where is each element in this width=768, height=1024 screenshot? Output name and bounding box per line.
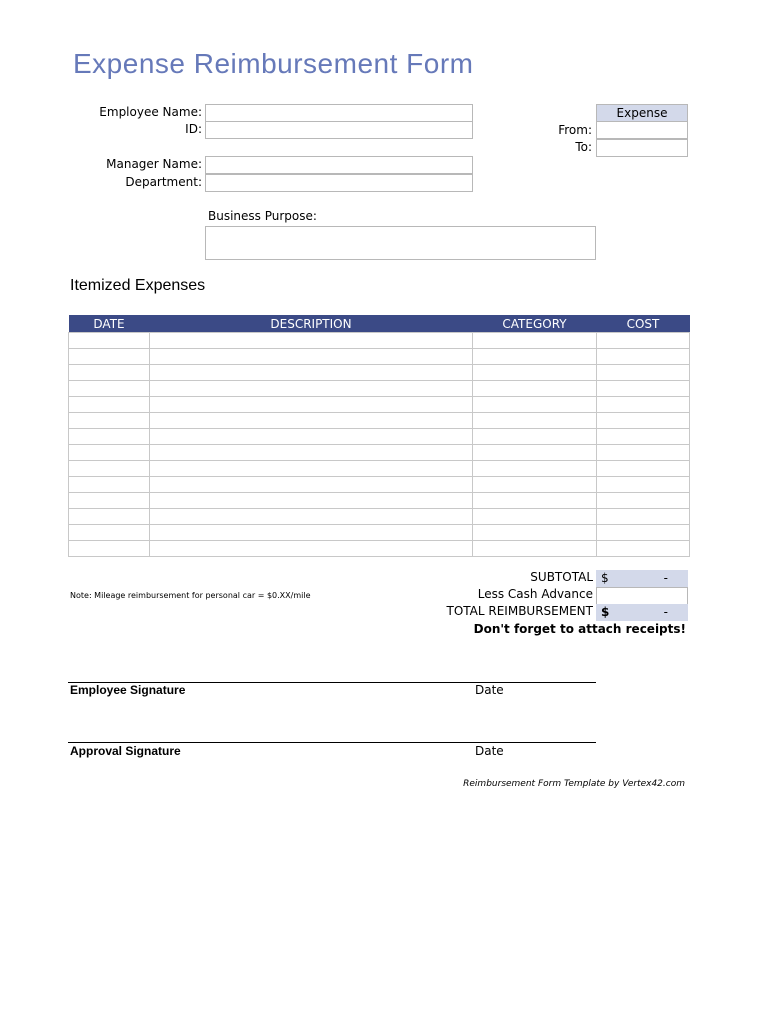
less-cash-advance-field[interactable]: [596, 587, 688, 605]
total-currency: $: [601, 605, 610, 619]
date-cell[interactable]: [69, 429, 150, 445]
id-field[interactable]: [205, 121, 473, 139]
table-row: [69, 477, 690, 493]
receipts-reminder: Don't forget to attach receipts!: [473, 622, 686, 636]
from-label: From:: [558, 123, 592, 137]
expense-period-header: Expense: [596, 104, 688, 122]
category-cell[interactable]: [473, 461, 597, 477]
description-cell[interactable]: [150, 413, 473, 429]
description-cell[interactable]: [150, 445, 473, 461]
cost-cell[interactable]: [597, 461, 690, 477]
expenses-table: [68, 315, 690, 557]
table-row: [69, 541, 690, 557]
category-cell[interactable]: [473, 445, 597, 461]
category-cell[interactable]: [473, 413, 597, 429]
total-reimbursement-label: TOTAL REIMBURSEMENT: [446, 604, 593, 618]
category-cell[interactable]: [473, 541, 597, 557]
date-cell[interactable]: [69, 381, 150, 397]
category-cell[interactable]: [473, 525, 597, 541]
subtotal-currency: $: [601, 571, 609, 585]
subtotal-cell: [596, 570, 688, 587]
mileage-note: Note: Mileage reimbursement for personal car = $0.XX/mile: [70, 591, 311, 600]
table-row: [69, 445, 690, 461]
table-row: [69, 349, 690, 365]
cost-cell[interactable]: [597, 333, 690, 349]
table-row: [69, 365, 690, 381]
table-header-row: [69, 315, 690, 333]
category-cell[interactable]: [473, 493, 597, 509]
cost-cell[interactable]: [597, 381, 690, 397]
description-cell[interactable]: [150, 365, 473, 381]
category-cell[interactable]: [473, 509, 597, 525]
department-field[interactable]: [205, 174, 473, 192]
description-cell[interactable]: [150, 477, 473, 493]
description-cell[interactable]: [150, 333, 473, 349]
id-label: ID:: [185, 122, 202, 136]
subtotal-label: SUBTOTAL: [530, 570, 593, 584]
column-header-cost: COST: [597, 315, 690, 333]
cost-cell[interactable]: [597, 509, 690, 525]
table-row: [69, 461, 690, 477]
date-cell[interactable]: [69, 525, 150, 541]
category-cell[interactable]: [473, 365, 597, 381]
description-cell[interactable]: [150, 429, 473, 445]
total-value: -: [663, 605, 668, 619]
description-cell[interactable]: [150, 349, 473, 365]
cost-cell[interactable]: [597, 445, 690, 461]
to-date-field[interactable]: [596, 139, 688, 157]
employee-signature-label: Employee Signature: [70, 683, 186, 697]
manager-name-label: Manager Name:: [106, 157, 202, 171]
total-reimbursement-cell: [596, 604, 688, 621]
category-cell[interactable]: [473, 477, 597, 493]
table-row: [69, 493, 690, 509]
cost-cell[interactable]: [597, 397, 690, 413]
date-cell[interactable]: [69, 413, 150, 429]
category-cell[interactable]: [473, 349, 597, 365]
category-cell[interactable]: [473, 381, 597, 397]
to-label: To:: [575, 140, 592, 154]
table-row: [69, 413, 690, 429]
category-cell[interactable]: [473, 397, 597, 413]
table-row: [69, 429, 690, 445]
employee-name-field[interactable]: [205, 104, 473, 122]
employee-name-label: Employee Name:: [99, 105, 202, 119]
from-date-field[interactable]: [596, 121, 688, 139]
manager-name-field[interactable]: [205, 156, 473, 174]
approval-signature-label: Approval Signature: [70, 744, 181, 758]
date-cell[interactable]: [69, 365, 150, 381]
description-cell[interactable]: [150, 397, 473, 413]
date-cell[interactable]: [69, 349, 150, 365]
business-purpose-field[interactable]: [205, 226, 596, 260]
column-header-date: DATE: [69, 315, 150, 333]
cost-cell[interactable]: [597, 525, 690, 541]
cost-cell[interactable]: [597, 429, 690, 445]
cost-cell[interactable]: [597, 493, 690, 509]
date-cell[interactable]: [69, 541, 150, 557]
description-cell[interactable]: [150, 493, 473, 509]
date-cell[interactable]: [69, 397, 150, 413]
approval-signature-line[interactable]: [68, 742, 596, 743]
date-cell[interactable]: [69, 445, 150, 461]
department-label: Department:: [125, 175, 202, 189]
table-row: [69, 333, 690, 349]
description-cell[interactable]: [150, 461, 473, 477]
expenses-table-body: [69, 333, 690, 557]
date-cell[interactable]: [69, 477, 150, 493]
business-purpose-label: Business Purpose:: [208, 209, 317, 223]
table-row: [69, 509, 690, 525]
itemized-expenses-heading: Itemized Expenses: [70, 277, 206, 294]
less-cash-advance-label: Less Cash Advance: [477, 587, 593, 601]
description-cell[interactable]: [150, 509, 473, 525]
subtotal-value: -: [663, 571, 668, 585]
category-cell[interactable]: [473, 429, 597, 445]
description-cell[interactable]: [150, 541, 473, 557]
cost-cell[interactable]: [597, 413, 690, 429]
table-row: [69, 381, 690, 397]
approval-date-label: Date: [475, 744, 504, 758]
date-cell[interactable]: [69, 493, 150, 509]
date-cell[interactable]: [69, 333, 150, 349]
description-cell[interactable]: [150, 525, 473, 541]
cost-cell[interactable]: [597, 365, 690, 381]
page-title: Expense Reimbursement Form: [73, 48, 474, 79]
date-cell[interactable]: [69, 509, 150, 525]
template-credit: Reimbursement Form Template by Vertex42.com: [463, 779, 685, 789]
table-row: [69, 525, 690, 541]
date-cell[interactable]: [69, 461, 150, 477]
category-cell[interactable]: [473, 333, 597, 349]
cost-cell[interactable]: [597, 541, 690, 557]
cost-cell[interactable]: [597, 477, 690, 493]
employee-date-label: Date: [475, 683, 504, 697]
column-header-description: DESCRIPTION: [150, 315, 473, 333]
description-cell[interactable]: [150, 381, 473, 397]
table-row: [69, 397, 690, 413]
cost-cell[interactable]: [597, 349, 690, 365]
column-header-category: CATEGORY: [473, 315, 597, 333]
